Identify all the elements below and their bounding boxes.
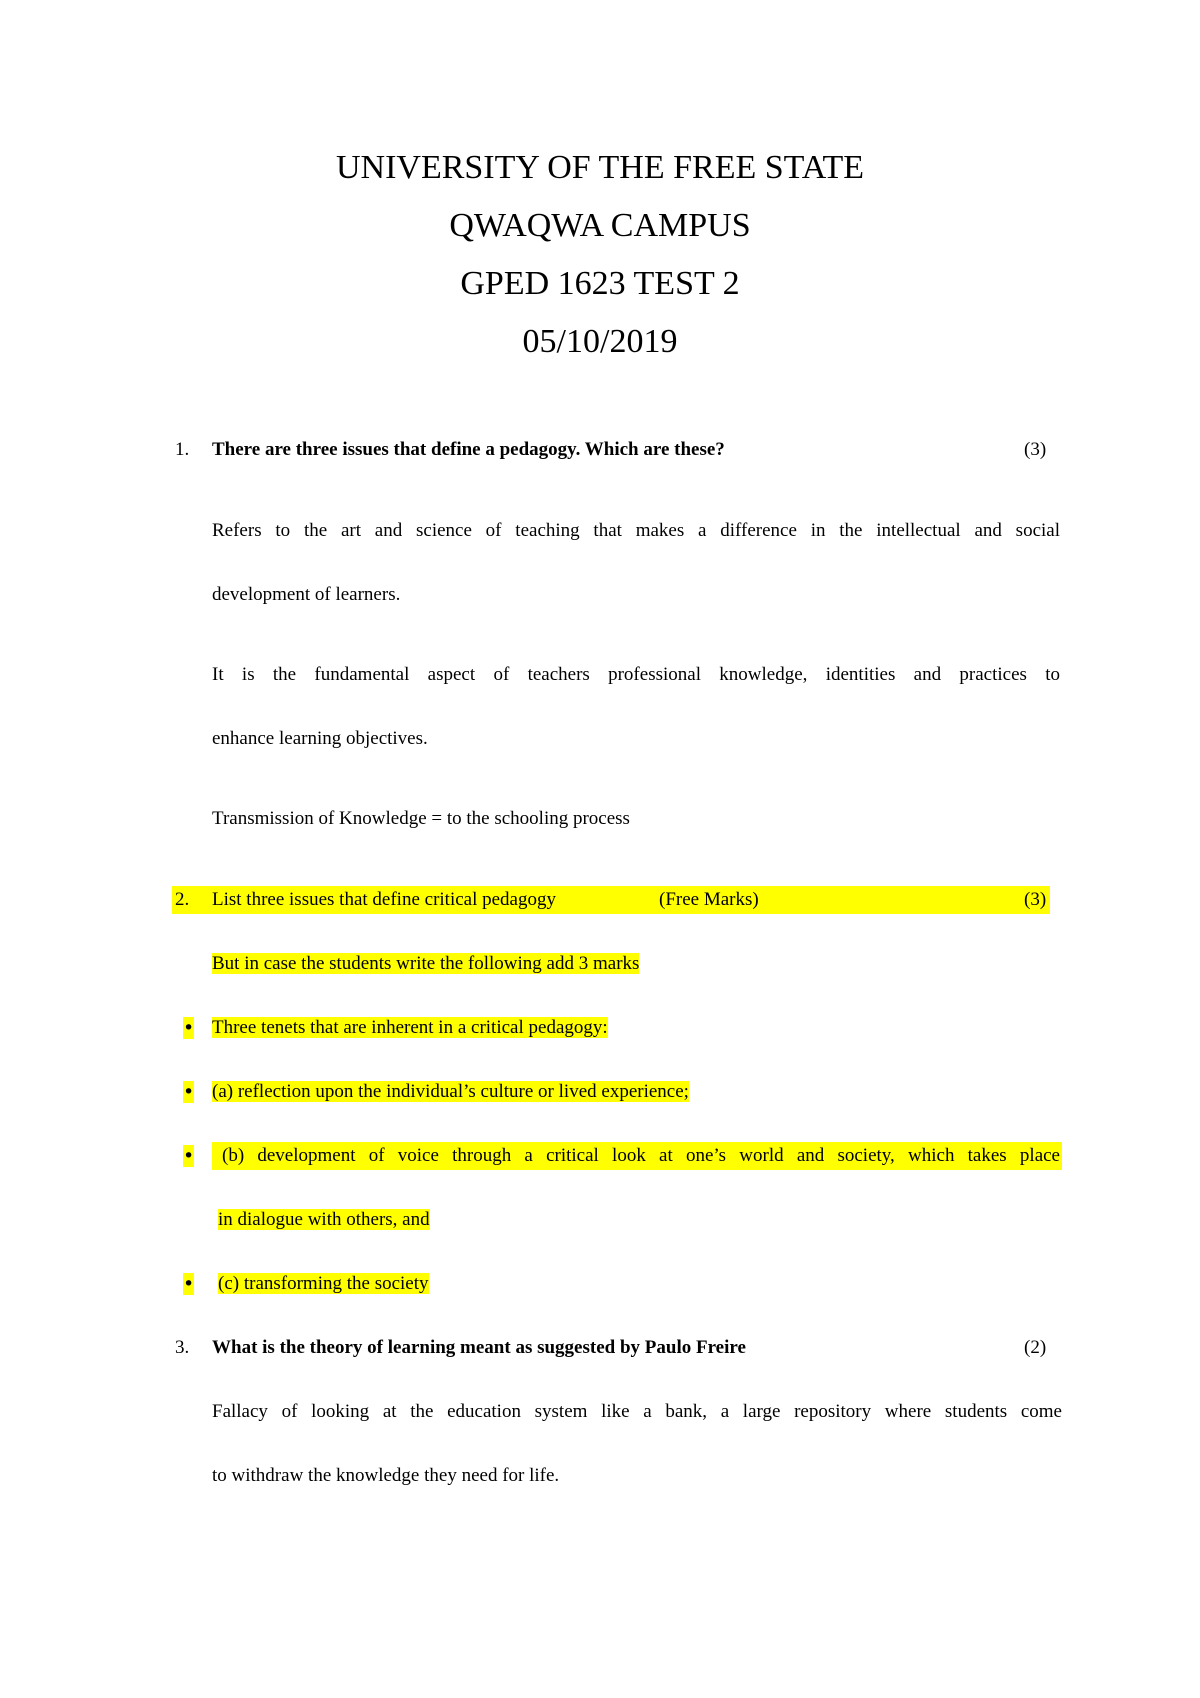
- question-3-number: 3.: [175, 1337, 190, 1358]
- question-2-note: (Free Marks): [659, 889, 759, 910]
- bullet-1-symbol: •: [183, 1017, 195, 1039]
- question-1-answer-line-2: development of learners.: [212, 584, 401, 605]
- bullet-3-continuation-text: in dialogue with others, and: [218, 1209, 430, 1230]
- question-2-number: 2.: [175, 889, 190, 910]
- bullet-2: [212, 1079, 689, 1105]
- university-title: UNIVERSITY OF THE FREE STATE: [335, 149, 865, 186]
- bullet-2-text: (a) reflection upon the individual’s culture or lived experience;: [212, 1081, 689, 1102]
- question-2-text: List three issues that define critical pedagogy: [212, 889, 556, 910]
- campus-title: QWAQWA CAMPUS: [449, 207, 751, 244]
- bullet-4-text: (c) transforming the society: [218, 1273, 429, 1294]
- bullet-2-symbol: •: [183, 1081, 195, 1103]
- bullet-3-text: (b) development of voice through a critical look at one’s world and society, which takes place: [222, 1145, 1060, 1166]
- question-1-answer-line-5: Transmission of Knowledge = to the schooling process: [212, 808, 630, 829]
- bullet-4-symbol: •: [183, 1273, 195, 1295]
- question-3-answer-line-2: to withdraw the knowledge they need for life.: [212, 1465, 560, 1486]
- bullet-4: [218, 1271, 429, 1297]
- bullet-1: [212, 1015, 608, 1041]
- question-2-intro: [212, 951, 639, 977]
- question-1-answer-line-3: It is the fundamental aspect of teachers professional knowledge, identities and practices to: [212, 664, 1060, 685]
- test-title: GPED 1623 TEST 2: [460, 265, 740, 302]
- question-3-marks: (2): [1024, 1337, 1047, 1358]
- question-2-intro-text: But in case the students write the following add 3 marks: [212, 953, 640, 974]
- question-2-marks: (3): [1024, 889, 1047, 910]
- question-1-answer-line-1: Refers to the art and science of teaching that makes a difference in the intellectual and social: [212, 520, 1060, 541]
- bullet-3-symbol: •: [183, 1145, 195, 1167]
- question-1-answer-line-4: enhance learning objectives.: [212, 728, 428, 749]
- bullet-1-text: Three tenets that are inherent in a critical pedagogy:: [212, 1017, 608, 1038]
- question-3-text: What is the theory of learning meant as suggested by Paulo Freire: [212, 1337, 746, 1358]
- question-1-number: 1.: [175, 439, 190, 460]
- test-date: 05/10/2019: [522, 323, 678, 360]
- question-3-answer-line-1: Fallacy of looking at the education system like a bank, a large repository where students come: [212, 1401, 1062, 1422]
- question-1-marks: (3): [1024, 439, 1047, 460]
- bullet-3-continuation: [218, 1207, 430, 1233]
- question-1-text: There are three issues that define a pedagogy. Which are these?: [212, 439, 725, 460]
